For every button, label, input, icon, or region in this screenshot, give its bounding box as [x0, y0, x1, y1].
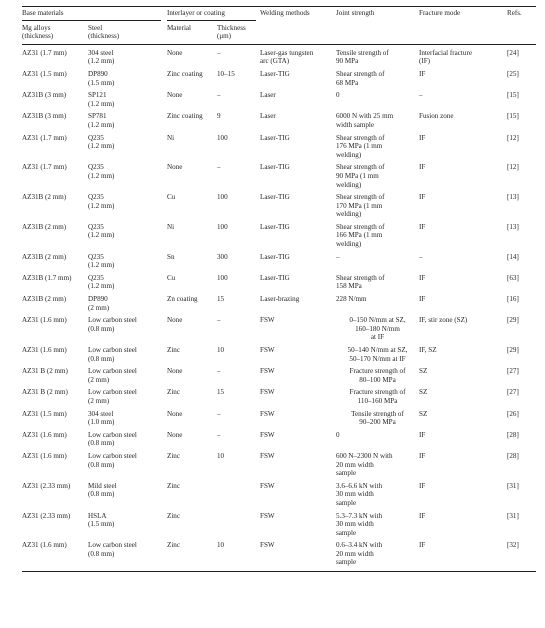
table-row [22, 159, 536, 189]
cell-steel: 304 steel (1.2 mm) [88, 48, 115, 66]
cell-ref: [28] [507, 451, 519, 460]
cell-ref: [12] [507, 133, 519, 142]
cell-thickness: 10 [217, 537, 260, 571]
cell-mg-alloy: AZ31 (1.5 mm) [22, 69, 67, 78]
cell-material: Sn [167, 252, 175, 261]
cell-thickness [217, 508, 260, 538]
cell-fracture-mode: – [419, 91, 423, 100]
cell-ref: [63] [507, 273, 519, 282]
header-material: Material [167, 21, 217, 45]
cell-ref: [29] [507, 316, 519, 325]
table-row [22, 406, 536, 427]
cell-thickness: 300 [217, 252, 228, 261]
header-mg-alloys: Mg alloys (thickness) [22, 21, 88, 45]
cell-steel: DP890 (1.5 mm) [88, 69, 115, 87]
cell-material: None [167, 409, 183, 418]
header-interlayer-coating: Interlayer or coating [167, 9, 256, 21]
cell-material: Zinc [167, 451, 180, 460]
cell-ref: [28] [507, 430, 519, 439]
cell-mg-alloy: AZ31B (2 mm) [22, 252, 67, 261]
cell-fracture-mode: IF [419, 163, 426, 172]
cell-steel: SP781 (1.2 mm) [88, 112, 115, 129]
cell-welding-method: Laser-TIG [260, 252, 290, 261]
cell-joint-strength: 228 N/mm [336, 295, 367, 304]
cell-mg-alloy: AZ31 (1.6 mm) [22, 316, 67, 325]
cell-steel: Low carbon steel (2 mm) [88, 367, 137, 384]
cell-mg-alloy: AZ31 (1.7 mm) [22, 48, 67, 57]
cell-mg-alloy: AZ31 (1.7 mm) [22, 163, 67, 172]
cell-steel: DP890 (2 mm) [88, 295, 110, 312]
cell-joint-strength: 0.6–3.4 kN with 20 mm width sample [336, 537, 419, 571]
header-fracture-mode: Fracture mode [419, 7, 504, 21]
cell-material: None [167, 48, 183, 57]
cell-joint-strength: Shear strength of 170 MPa (1 mm welding) [336, 193, 385, 219]
table-row [22, 291, 536, 312]
header-welding-methods: Welding methods [260, 7, 336, 21]
cell-thickness: – [217, 409, 221, 418]
cell-material: Zn coating [167, 295, 198, 304]
header-thickness: Thickness (μm) [217, 21, 260, 45]
cell-ref: [29] [507, 346, 519, 354]
cell-steel: Q235 (1.2 mm) [88, 252, 115, 270]
cell-welding-method: FSW [260, 316, 275, 325]
table-row [22, 342, 536, 363]
cell-ref: [13] [507, 193, 519, 202]
cell-material: Zinc [167, 388, 180, 397]
cell-thickness: – [217, 430, 221, 439]
cell-fracture-mode: SZ [419, 388, 428, 397]
cell-thickness: – [217, 316, 221, 325]
header-steel: Steel (thickness) [88, 21, 167, 45]
cell-material: Zinc [167, 511, 180, 520]
cell-welding-method: Laser-TIG [260, 222, 290, 231]
cell-joint-strength: 6000 N with 25 mm width sample [336, 112, 394, 129]
table-row [22, 384, 536, 405]
cell-welding-method: Laser-TIG [260, 69, 290, 78]
cell-welding-method: FSW [260, 409, 275, 418]
cell-joint-strength: 3.6–6.6 kN with 30 mm width sample [336, 481, 383, 507]
table-row [22, 108, 536, 129]
cell-material: None [167, 91, 183, 100]
cell-steel: Q235 (1.2 mm) [88, 222, 115, 240]
cell-fracture-mode: IF [419, 511, 426, 520]
cell-ref: [27] [507, 388, 519, 397]
cell-ref: [16] [507, 295, 519, 304]
header-base-materials: Base materials [22, 9, 161, 21]
cell-fracture-mode: IF [419, 69, 426, 78]
cell-ref: [31] [507, 481, 519, 490]
cell-mg-alloy: AZ31B (2 mm) [22, 193, 67, 202]
cell-thickness: 100 [217, 193, 228, 202]
cell-thickness: – [217, 163, 221, 172]
cell-steel: HSLA (1.5 mm) [88, 511, 115, 529]
cell-ref: [15] [507, 112, 519, 121]
cell-steel: Mild steel (0.8 mm) [88, 481, 117, 499]
cell-mg-alloy: AZ31 B (2 mm) [22, 388, 68, 397]
header-joint-strength: Joint strength [336, 7, 419, 21]
cell-fracture-mode: Interfacial fracture (IF) [419, 48, 472, 66]
cell-thickness [217, 478, 260, 508]
cell-ref: [12] [507, 163, 519, 172]
cell-joint-strength: 0 [336, 91, 340, 100]
cell-fracture-mode: IF, SZ [419, 346, 437, 354]
cell-mg-alloy: AZ31 (1.7 mm) [22, 133, 67, 142]
cell-material: Zinc coating [167, 69, 203, 78]
cell-welding-method: FSW [260, 430, 275, 439]
cell-steel: SP121 (1.2 mm) [88, 91, 115, 108]
cell-steel: Q235 (1.2 mm) [88, 193, 115, 210]
cell-material: None [167, 367, 183, 376]
cell-welding-method: Laser-TIG [260, 163, 290, 172]
cell-fracture-mode: IF [419, 430, 426, 439]
cell-joint-strength: Shear strength of 90 MPa (1 mm welding) [336, 163, 385, 189]
cell-thickness: 15 [217, 295, 225, 304]
cell-fracture-mode: Fusion zone [419, 112, 454, 121]
cell-mg-alloy: AZ31B (3 mm) [22, 91, 67, 100]
table-header [22, 7, 536, 45]
cell-steel: Q235 (1.2 mm) [88, 133, 115, 151]
table-row [22, 249, 536, 270]
cell-thickness: – [217, 367, 221, 376]
cell-mg-alloy: AZ31B (1.7 mm) [22, 273, 72, 282]
cell-thickness: 100 [217, 133, 228, 142]
cell-joint-strength: Tensile strength of 90 MPa [336, 48, 389, 66]
cell-mg-alloy: AZ31 (2.33 mm) [22, 511, 71, 520]
cell-material: Ni [167, 222, 175, 231]
cell-mg-alloy: AZ31 (1.6 mm) [22, 451, 67, 460]
cell-welding-method: Laser [260, 91, 276, 100]
cell-fracture-mode: IF [419, 193, 426, 202]
cell-fracture-mode: IF [419, 222, 426, 231]
cell-joint-strength: Fracture strength of 80–100 MPa [349, 367, 406, 384]
cell-ref: [31] [507, 511, 519, 520]
cell-mg-alloy: AZ31 (1.6 mm) [22, 430, 67, 439]
cell-mg-alloy: AZ31B (2 mm) [22, 222, 67, 231]
cell-material: None [167, 316, 183, 325]
cell-material: Zinc [167, 481, 180, 490]
table-row [22, 427, 536, 448]
table-body [22, 44, 536, 571]
cell-ref: [27] [507, 367, 519, 376]
cell-welding-method: FSW [260, 346, 275, 354]
cell-steel: Low carbon steel (0.8 mm) [88, 430, 137, 448]
cell-fracture-mode: SZ [419, 367, 428, 376]
cell-ref: [24] [507, 48, 519, 57]
cell-welding-method: Laser-gas tungsten arc (GTA) [260, 48, 314, 66]
cell-joint-strength: 0–150 N/mm at SZ, 160–180 N/mm at IF [349, 316, 406, 342]
cell-fracture-mode: – [419, 252, 423, 261]
cell-steel: Low carbon steel (2 mm) [88, 388, 137, 405]
cell-joint-strength: Shear strength of 176 MPa (1 mm welding) [336, 133, 385, 159]
cell-ref: [14] [507, 252, 519, 261]
cell-material: Zinc [167, 346, 180, 354]
cell-welding-method: FSW [260, 511, 275, 520]
cell-material: Zinc coating [167, 112, 203, 121]
cell-ref: [15] [507, 91, 519, 100]
cell-material: Zinc [167, 537, 217, 571]
cell-material: Cu [167, 273, 176, 282]
cell-welding-method: Laser-TIG [260, 273, 290, 282]
cell-thickness: – [217, 91, 221, 100]
cell-mg-alloy: AZ31 (2.33 mm) [22, 481, 71, 490]
cell-steel: Low carbon steel (0.8 mm) [88, 451, 137, 469]
cell-welding-method: Laser-brazing [260, 295, 300, 304]
cell-welding-method: FSW [260, 367, 275, 376]
cell-material: None [167, 430, 183, 439]
cell-fracture-mode: IF [419, 451, 426, 460]
cell-ref: [32] [504, 537, 536, 571]
cell-joint-strength: – [336, 252, 340, 261]
table-row [22, 478, 536, 508]
table-row [22, 508, 536, 538]
cell-joint-strength: Fracture strength of 110–160 MPa [349, 388, 406, 405]
cell-thickness: 10 [217, 451, 225, 460]
cell-ref: [26] [507, 409, 519, 418]
cell-steel: Low carbon steel (0.8 mm) [88, 316, 137, 333]
table-row [22, 219, 536, 249]
cell-fracture-mode: IF [419, 295, 426, 304]
cell-fracture-mode: IF [419, 133, 426, 142]
cell-mg-alloy: AZ31 B (2 mm) [22, 367, 68, 376]
cell-material: Cu [167, 193, 176, 202]
header-refs: Refs. [504, 7, 536, 21]
cell-joint-strength: Shear strength of 68 MPa [336, 69, 385, 87]
cell-joint-strength: 0 [336, 430, 340, 439]
table-row [22, 270, 536, 291]
cell-mg-alloy: AZ31 (1.6 mm) [22, 537, 88, 571]
table-row [22, 130, 536, 160]
cell-ref: [13] [507, 222, 519, 231]
table-row [22, 363, 536, 384]
cell-material: Ni [167, 133, 175, 142]
cell-welding-method: FSW [260, 451, 275, 460]
cell-welding-method: FSW [260, 537, 336, 571]
cell-fracture-mode: IF [419, 481, 426, 490]
cell-welding-method: Laser-TIG [260, 193, 290, 202]
cell-ref: [25] [507, 69, 519, 78]
cell-thickness: 100 [217, 222, 228, 231]
cell-mg-alloy: AZ31B (2 mm) [22, 295, 67, 304]
table-row [22, 312, 536, 342]
cell-mg-alloy: AZ31 (1.6 mm) [22, 346, 67, 354]
cell-joint-strength: Shear strength of 158 MPa [336, 273, 385, 291]
cell-material: None [167, 163, 183, 172]
cell-steel: 304 steel (1.0 mm) [88, 409, 115, 427]
cell-fracture-mode: IF, stir zone (SZ) [419, 316, 468, 325]
table-row [22, 87, 536, 108]
cell-thickness: 10–15 [217, 69, 235, 78]
cell-thickness: 100 [217, 273, 228, 282]
cell-joint-strength: 50–140 N/mm at SZ, 50–170 N/mm at IF [347, 346, 408, 363]
cell-steel: Q235 (1.2 mm) [88, 273, 115, 291]
cell-welding-method: FSW [260, 388, 275, 397]
cell-thickness: 15 [217, 388, 225, 397]
cell-joint-strength: 5.3–7.3 kN with 30 mm width sample [336, 511, 383, 537]
cell-fracture-mode: IF [419, 273, 426, 282]
welding-table [22, 6, 536, 572]
cell-joint-strength: Shear strength of 166 MPa (1 mm welding) [336, 222, 385, 249]
cell-steel: Low carbon steel (0.8 mm) [88, 346, 137, 363]
cell-welding-method: FSW [260, 481, 275, 490]
table-row [22, 448, 536, 478]
cell-welding-method: Laser-TIG [260, 133, 290, 142]
table-row [22, 66, 536, 87]
cell-thickness: 10 [217, 346, 225, 354]
cell-thickness: 9 [217, 112, 221, 121]
table-row [22, 44, 536, 66]
cell-mg-alloy: AZ31 (1.5 mm) [22, 409, 67, 418]
cell-fracture-mode: SZ [419, 409, 428, 418]
cell-thickness: – [217, 48, 221, 57]
cell-steel: Q235 (1.2 mm) [88, 163, 115, 180]
table-row [22, 189, 536, 219]
table-row [22, 537, 536, 571]
cell-mg-alloy: AZ31B (3 mm) [22, 112, 67, 121]
cell-steel: Low carbon steel (0.8 mm) [88, 537, 167, 571]
cell-welding-method: Laser [260, 112, 276, 121]
cell-fracture-mode: IF [419, 537, 504, 571]
cell-joint-strength: 600 N–2300 N with 20 mm width sample [336, 451, 393, 478]
cell-joint-strength: Tensile strength of 90–200 MPa [351, 409, 404, 427]
